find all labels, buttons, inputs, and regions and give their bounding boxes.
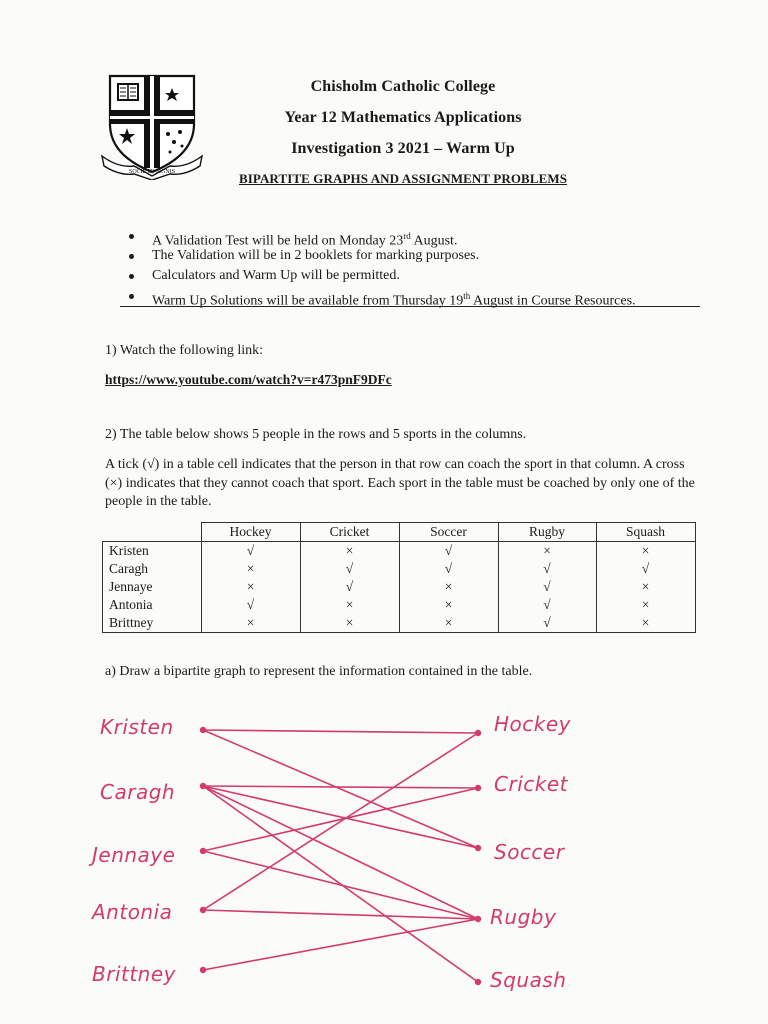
question-1: 1) Watch the following link: (105, 343, 264, 358)
graph-edge (203, 851, 478, 919)
table-row (103, 560, 696, 578)
table-cell: √ (300, 560, 399, 578)
sport-vertex (475, 785, 481, 791)
section-divider (120, 306, 700, 307)
graph-label-sport: Hockey (494, 712, 571, 736)
table-cell: √ (498, 614, 596, 633)
graph-label-sport: Soccer (494, 840, 565, 864)
table-cell: × (596, 578, 695, 596)
task-title: Investigation 3 2021 – Warm Up (291, 140, 515, 157)
crest-motto: SOCIE IN SIGNIS (128, 169, 176, 175)
table-cell: × (596, 614, 695, 633)
person-vertex (200, 967, 206, 973)
table-row (103, 542, 696, 561)
table-cell: × (300, 542, 399, 561)
graph-edge (203, 730, 478, 848)
notice-item: Calculators and Warm Up will be permitted. (128, 266, 636, 286)
notice-item: The Validation will be in 2 booklets for marking purposes. (128, 246, 636, 266)
question-a: a) Draw a bipartite graph to represent the information contained in the table. (105, 664, 533, 679)
table-row (103, 578, 696, 596)
table-cell: × (201, 614, 300, 633)
table-cell: × (399, 614, 498, 633)
table-cell: × (201, 560, 300, 578)
table-cell: × (399, 578, 498, 596)
person-name: Caragh (103, 560, 202, 578)
person-vertex (200, 783, 206, 789)
table-cell: × (596, 596, 695, 614)
graph-edge (203, 730, 478, 733)
graph-label-person: Antonia (92, 900, 173, 924)
video-link[interactable]: https://www.youtube.com/watch?v=r473pnF9DFc (105, 372, 392, 387)
sport-vertex (475, 916, 481, 922)
person-vertex (200, 848, 206, 854)
graph-label-sport: Cricket (494, 772, 568, 796)
column-header: Cricket (300, 523, 399, 542)
table-header-row (103, 523, 696, 542)
column-header: Soccer (399, 523, 498, 542)
person-vertex (200, 727, 206, 733)
person-name: Brittney (103, 614, 202, 633)
notice-item: A Validation Test will be held on Monday 23rd August. (128, 226, 636, 246)
graph-edge (203, 788, 478, 851)
table-cell: √ (498, 578, 596, 596)
graph-edge (203, 910, 478, 919)
graph-edge (203, 786, 478, 919)
table-row (103, 596, 696, 614)
table-cell: × (498, 542, 596, 561)
table-cell: × (300, 596, 399, 614)
person-name: Antonia (103, 596, 202, 614)
graph-label-person: Brittney (92, 962, 176, 986)
school-name: Chisholm Catholic College (310, 78, 496, 95)
graph-label-person: Kristen (100, 715, 174, 739)
graph-edge (203, 786, 478, 848)
graph-edge (203, 919, 478, 970)
table-cell: √ (498, 596, 596, 614)
graph-label-person: Jennaye (92, 843, 176, 867)
course-title: Year 12 Mathematics Applications (284, 109, 522, 126)
sport-vertex (475, 979, 481, 985)
graph-label-person: Caragh (100, 780, 176, 804)
table-cell: × (300, 614, 399, 633)
table-cell: √ (596, 560, 695, 578)
sport-vertex (475, 730, 481, 736)
person-vertex (200, 907, 206, 913)
table-row (103, 614, 696, 633)
question-2: 2) The table below shows 5 people in the rows and 5 sports in the columns. (105, 427, 527, 442)
table-cell: × (399, 596, 498, 614)
table-cell: × (596, 542, 695, 561)
topic-title: BIPARTITE GRAPHS AND ASSIGNMENT PROBLEMS (238, 171, 568, 186)
person-name: Jennaye (103, 578, 202, 596)
table-cell: √ (201, 542, 300, 561)
column-header: Hockey (201, 523, 300, 542)
coaching-table (102, 522, 696, 633)
column-header: Rugby (498, 523, 596, 542)
table-cell: × (201, 578, 300, 596)
question-2-instructions: A tick (√) in a table cell indicates that the person in that row can coach the sport in that column. A cross (×) indicates that they cannot coach that sport. Each sport in the table must be coached by only one of the people in the table. (105, 457, 695, 509)
table-cell: √ (300, 578, 399, 596)
sport-vertex (475, 845, 481, 851)
notice-list (128, 226, 636, 309)
graph-edge (203, 786, 478, 788)
table-cell: √ (399, 542, 498, 561)
table-cell: √ (498, 560, 596, 578)
graph-label-sport: Squash (490, 968, 567, 992)
table-corner-cell (103, 523, 202, 542)
table-cell: √ (201, 596, 300, 614)
column-header: Squash (596, 523, 695, 542)
graph-label-sport: Rugby (490, 905, 557, 929)
notice-item: Warm Up Solutions will be available from Thursday 19th August in Course Resources. (128, 286, 636, 306)
table-cell: √ (399, 560, 498, 578)
person-name: Kristen (103, 542, 202, 561)
